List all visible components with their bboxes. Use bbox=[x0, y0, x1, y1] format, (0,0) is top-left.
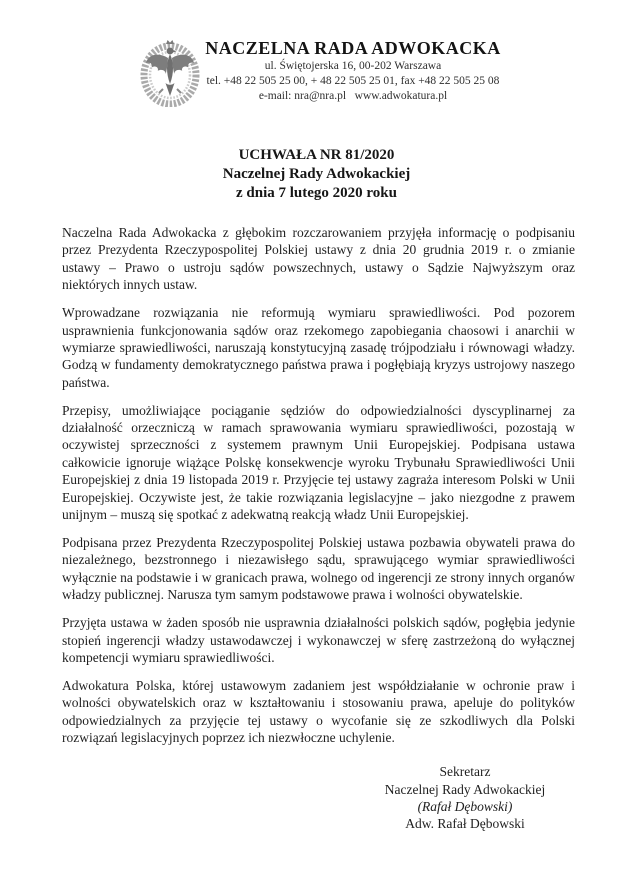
resolution-number: UCHWAŁA NR 81/2020 bbox=[238, 147, 395, 163]
address-line: ul. Świętojerska 16, 00-202 Warszawa bbox=[264, 60, 442, 72]
phone-fax-line: tel. +48 22 505 25 00, + 48 22 505 25 01, fax +48 22 505 25 08 bbox=[206, 75, 500, 87]
paragraph: Adwokatura Polska, której ustawowym zadaniem jest współdziałanie w ochronie praw i wolności obywatelskich oraz w kształtowaniu i stosowaniu prawa, apeluje do polityków odpowiedzialnych za przyjęcie tej ustawy o wycofanie się ze szkodliwych dla Polski rozwiązań legislacyjnych poprzez ich niezwłoczne uchylenie. bbox=[62, 677, 575, 746]
signer-role: Sekretarz bbox=[439, 764, 491, 780]
signer-name-parenthetical: (Rafał Dębowski) bbox=[417, 798, 513, 814]
signer-name: Adw. Rafał Dębowski bbox=[405, 816, 525, 832]
resolution-body bbox=[62, 224, 575, 746]
eagle-crest-icon bbox=[139, 37, 201, 107]
paragraph: Przepisy, umożliwiające pociąganie sędziów do odpowiedzialności dyscyplinarnej za działalność orzeczniczą w ramach sprawowania wymiaru sprawiedliwości, pozostają w oczywistej sprzeczności z systemem prawnym Unii Europejskiej. Podpisana ustawa całkowicie ignoruje wiążące Polskę konsekwencje wyroku Trybunału Sprawiedliwości Unii Europejskiej z dnia 19 listopada 2019 r. Przyjęcie tej ustawy zagraża interesom Polski w Unii Europejskiej. Oczywiste jest, że takie rozwiązania legislacyjne – jako niezgodne z prawem unijnym – muszą się spotkać z adekwatną reakcją władz Unii Europejskiej. bbox=[62, 402, 575, 523]
letterhead-text bbox=[198, 38, 508, 104]
organization-name: NACZELNA RADA ADWOKACKA bbox=[205, 38, 501, 58]
signer-organization: Naczelnej Rady Adwokackiej bbox=[384, 781, 546, 797]
email-web-line: e-mail: nra@nra.pl www.adwokatura.pl bbox=[258, 90, 448, 102]
paragraph: Przyjęta ustawa w żaden sposób nie usprawnia działalności polskich sądów, pogłębia jedynie stopień ingerencji władzy ustawodawczej i wykonawczej w sferę zastrzeżoną do wyłącznej kompetencji wymiaru sprawiedliwości. bbox=[62, 615, 575, 665]
resolution-title bbox=[0, 146, 633, 203]
paragraph: Naczelna Rada Adwokacka z głębokim rozczarowaniem przyjęła informację o podpisaniu przez Prezydenta Rzeczypospolitej Polskiej ustawy z dnia 20 grudnia 2019 r. o zmianie ustawy – Prawo o ustroju sądów powszechnych, ustawy o Sądzie Najwyższym oraz niektórych innych ustaw. bbox=[62, 225, 575, 293]
paragraph: Wprowadzane rozwiązania nie reformują wymiaru sprawiedliwości. Pod pozorem usprawnienia funkcjonowania sądów oraz rzekomego zapobiegania chaosowi i anarchii w wymiarze sprawiedliwości, naruszają konstytucyjną zasadę trójpodziału i równowagi władzy. Godzą w fundamenty demokratycznego państwa prawa i pogłębiają kryzys ustrojowy naszego państwa. bbox=[62, 305, 575, 390]
resolution-date: z dnia 7 lutego 2020 roku bbox=[236, 185, 397, 201]
resolution-issuer: Naczelnej Rady Adwokackiej bbox=[222, 166, 411, 182]
signature-block bbox=[330, 763, 600, 832]
letterhead bbox=[0, 0, 633, 110]
paragraph: Podpisana przez Prezydenta Rzeczypospolitej Polskiej ustawa pozbawia obywateli prawa do niezależnego, bezstronnego i niezawisłego sądu, sprawującego wymiar sprawiedliwości wyłącznie na podstawie i w granicach prawa, wolnego od ingerencji ze strony innych organów władzy publicznej. Narusza tym samym podstawowe prawa i wolności obywatelskie. bbox=[62, 535, 575, 603]
